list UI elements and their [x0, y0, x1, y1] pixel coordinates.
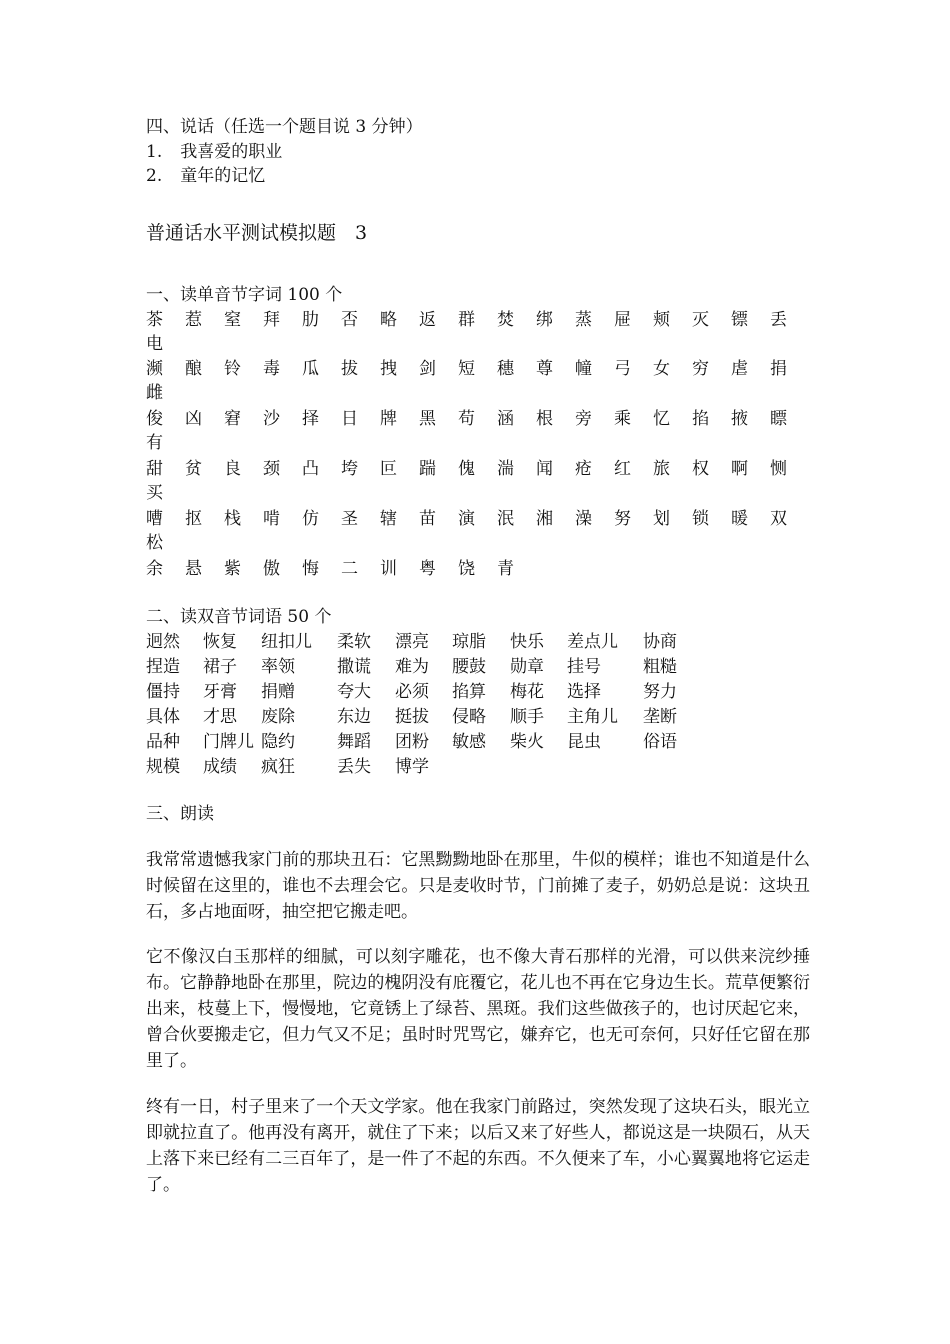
syllable-char: 丢	[770, 310, 787, 330]
disyllabic-word: 撒谎	[337, 657, 371, 677]
syllable-char: 锁	[692, 509, 709, 529]
topic-1	[146, 140, 282, 164]
disyllabic-word: 疯狂	[261, 757, 295, 777]
syllable-char: 蒸	[575, 310, 592, 330]
syllable-char: 二	[341, 559, 358, 579]
syllable-char: 紫	[224, 559, 241, 579]
syllable-char: 颊	[653, 310, 670, 330]
disyllabic-word: 裙子	[203, 657, 237, 677]
syllable-char: 泯	[497, 509, 514, 529]
syllable-char: 权	[692, 459, 709, 479]
topic-2	[146, 164, 265, 188]
syllable-char: 掐	[692, 409, 709, 429]
syllable-char: 拔	[341, 359, 358, 379]
disyllabic-word: 垄断	[643, 707, 677, 727]
char-row	[146, 308, 806, 332]
syllable-char: 群	[458, 310, 475, 330]
syllable-char: 辖	[380, 509, 397, 529]
topic-text: 我喜爱的职业	[180, 142, 283, 162]
syllable-char: 窘	[224, 409, 241, 429]
syllable-char: 饶	[458, 559, 475, 579]
disyllabic-word: 门牌儿	[203, 732, 254, 752]
disyllabic-word: 选择	[567, 682, 601, 702]
disyllabic-word: 琼脂	[452, 632, 486, 652]
char-row	[146, 357, 806, 381]
disyllabic-word: 品种	[146, 732, 180, 752]
syllable-char: 肋	[302, 310, 319, 330]
syllable-char: 湘	[536, 509, 553, 529]
syllable-char: 屉	[614, 310, 631, 330]
disyllabic-word: 团粉	[395, 732, 429, 752]
syllable-char: 凸	[302, 459, 319, 479]
part3-heading: 三、朗读	[146, 804, 214, 824]
disyllabic-word: 勋章	[510, 657, 544, 677]
disyllabic-word: 柔软	[337, 632, 371, 652]
disyllabic-word: 梅花	[510, 682, 544, 702]
topic-text: 童年的记忆	[180, 166, 266, 186]
disyllabic-word: 必须	[395, 682, 429, 702]
disyllabic-word: 恢复	[203, 632, 237, 652]
syllable-char: 嘈	[146, 509, 163, 529]
syllable-char: 甜	[146, 459, 163, 479]
reading-paragraph: 它不像汉白玉那样的细腻，可以刻字雕花，也不像大青石那样的光滑，可以供来浣纱捶布。它静静地卧在那里，院边的槐阴没有庇覆它，花儿也不再在它身边生长。荒草便繁衍出来，枝蔓上下，慢慢地，它竟锈上了绿苔、黑斑。我们这些做孩子的，也讨厌起它来，曾合伙要搬走它，但力气又不足；虽时时咒骂它，嫌弃它，也无可奈何，只好任它留在那里了。	[146, 947, 810, 1071]
disyllabic-word: 迥然	[146, 632, 180, 652]
wrapped-char: 买	[146, 483, 163, 503]
syllable-char: 粤	[419, 559, 436, 579]
syllable-char: 苟	[458, 409, 475, 429]
syllable-char: 湍	[497, 459, 514, 479]
syllable-char: 踹	[419, 459, 436, 479]
disyllabic-word: 挂号	[567, 657, 601, 677]
syllable-char: 垮	[341, 459, 358, 479]
syllable-char: 茶	[146, 310, 163, 330]
disyllabic-word: 东边	[337, 707, 371, 727]
disyllabic-word: 协商	[643, 632, 677, 652]
disyllabic-word: 顺手	[510, 707, 544, 727]
disyllabic-word: 废除	[261, 707, 295, 727]
syllable-char: 颈	[263, 459, 280, 479]
disyllabic-word: 昆虫	[567, 732, 601, 752]
syllable-char: 铃	[224, 359, 241, 379]
syllable-char: 绑	[536, 310, 553, 330]
syllable-char: 瞟	[770, 409, 787, 429]
syllable-char: 否	[341, 310, 358, 330]
syllable-char: 良	[224, 459, 241, 479]
syllable-char: 瓜	[302, 359, 319, 379]
disyllabic-word: 主角儿	[567, 707, 618, 727]
syllable-char: 掖	[731, 409, 748, 429]
disyllabic-word: 具体	[146, 707, 180, 727]
syllable-char: 闻	[536, 459, 553, 479]
syllable-char: 惹	[185, 310, 202, 330]
syllable-char: 穗	[497, 359, 514, 379]
part1-heading: 一、读单音节字词 100 个	[146, 285, 343, 305]
syllable-char: 红	[614, 459, 631, 479]
syllable-char: 傲	[263, 559, 280, 579]
syllable-char: 旁	[575, 409, 592, 429]
syllable-char: 悔	[302, 559, 319, 579]
topic-number: 1.	[146, 142, 163, 162]
syllable-char: 涵	[497, 409, 514, 429]
syllable-char: 恻	[770, 459, 787, 479]
syllable-char: 根	[536, 409, 553, 429]
disyllabic-word: 掐算	[452, 682, 486, 702]
topic-number: 2.	[146, 166, 163, 186]
disyllabic-word: 丢失	[337, 757, 371, 777]
disyllabic-word: 漂亮	[395, 632, 429, 652]
disyllabic-word: 努力	[643, 682, 677, 702]
syllable-char: 弓	[614, 359, 631, 379]
syllable-char: 暖	[731, 509, 748, 529]
syllable-char: 酿	[185, 359, 202, 379]
disyllabic-word: 捏造	[146, 657, 180, 677]
disyllabic-word: 柴火	[510, 732, 544, 752]
syllable-char: 余	[146, 559, 163, 579]
disyllabic-word: 隐约	[261, 732, 295, 752]
disyllabic-word: 博学	[395, 757, 429, 777]
disyllabic-word: 俗语	[643, 732, 677, 752]
syllable-char: 返	[419, 310, 436, 330]
syllable-char: 幢	[575, 359, 592, 379]
syllable-char: 旅	[653, 459, 670, 479]
wrapped-char: 雌	[146, 383, 163, 403]
syllable-char: 焚	[497, 310, 514, 330]
syllable-char: 拜	[263, 310, 280, 330]
syllable-char: 啃	[263, 509, 280, 529]
syllable-char: 澡	[575, 509, 592, 529]
char-row	[146, 407, 806, 431]
syllable-char: 窒	[224, 310, 241, 330]
syllable-char: 短	[458, 359, 475, 379]
wrapped-char: 有	[146, 433, 163, 453]
syllable-char: 青	[497, 559, 514, 579]
syllable-char: 忆	[653, 409, 670, 429]
reading-paragraph: 终有一日，村子里来了一个天文学家。他在我家门前路过，突然发现了这块石头，眼光立即就拉直了。他再没有离开，就住了下来；以后又来了好些人，都说这是一块陨石，从天上落下来已经有二三百年了，是一件了不起的东西。不久便来了车，小心翼翼地将它运走了。	[146, 1097, 810, 1195]
disyllabic-word: 成绩	[203, 757, 237, 777]
disyllabic-word: 挺拔	[395, 707, 429, 727]
syllable-char: 努	[614, 509, 631, 529]
wrapped-char: 松	[146, 533, 163, 553]
syllable-char: 穷	[692, 359, 709, 379]
disyllabic-word: 粗糙	[643, 657, 677, 677]
syllable-char: 择	[302, 409, 319, 429]
syllable-char: 捐	[770, 359, 787, 379]
reading-paragraph: 我常常遗憾我家门前的那块丑石：它黑黝黝地卧在那里，牛似的模样；谁也不知道是什么时候留在这里的，谁也不去理会它。只是麦收时节，门前摊了麦子，奶奶总是说：这块丑石，多占地面呀，抽空把它搬走吧。	[146, 850, 810, 922]
disyllabic-word: 快乐	[510, 632, 544, 652]
syllable-char: 拽	[380, 359, 397, 379]
part2-heading: 二、读双音节词语 50 个	[146, 607, 332, 627]
disyllabic-word: 腰鼓	[452, 657, 486, 677]
syllable-char: 剑	[419, 359, 436, 379]
syllable-char: 濒	[146, 359, 163, 379]
wrapped-char: 电	[146, 334, 163, 354]
syllable-char: 乘	[614, 409, 631, 429]
disyllabic-word: 差点儿	[567, 632, 618, 652]
syllable-char: 悬	[185, 559, 202, 579]
syllable-char: 训	[380, 559, 397, 579]
disyllabic-word: 纽扣儿	[261, 632, 312, 652]
syllable-char: 啊	[731, 459, 748, 479]
disyllabic-word: 牙膏	[203, 682, 237, 702]
syllable-char: 女	[653, 359, 670, 379]
syllable-char: 圣	[341, 509, 358, 529]
syllable-char: 黑	[419, 409, 436, 429]
syllable-char: 牌	[380, 409, 397, 429]
char-row	[146, 457, 806, 481]
disyllabic-word: 捐赠	[261, 682, 295, 702]
syllable-char: 栈	[224, 509, 241, 529]
disyllabic-word: 夸大	[337, 682, 371, 702]
syllable-char: 划	[653, 509, 670, 529]
disyllabic-word: 侵略	[452, 707, 486, 727]
syllable-char: 日	[341, 409, 358, 429]
syllable-char: 俊	[146, 409, 163, 429]
syllable-char: 沙	[263, 409, 280, 429]
syllable-char: 贫	[185, 459, 202, 479]
disyllabic-word: 难为	[395, 657, 429, 677]
syllable-char: 演	[458, 509, 475, 529]
disyllabic-word: 僵持	[146, 682, 180, 702]
section4-heading: 四、说话（任选一个题目说 3 分钟）	[146, 117, 423, 137]
syllable-char: 虐	[731, 359, 748, 379]
syllable-char: 尊	[536, 359, 553, 379]
disyllabic-word: 才思	[203, 707, 237, 727]
syllable-char: 抠	[185, 509, 202, 529]
syllable-char: 苗	[419, 509, 436, 529]
char-row	[146, 557, 806, 581]
syllable-char: 凶	[185, 409, 202, 429]
syllable-char: 仿	[302, 509, 319, 529]
char-row	[146, 507, 806, 531]
disyllabic-word: 敏感	[452, 732, 486, 752]
syllable-char: 叵	[380, 459, 397, 479]
syllable-char: 傀	[458, 459, 475, 479]
disyllabic-word: 率领	[261, 657, 295, 677]
exam-title: 普通话水平测试模拟题 3	[146, 222, 368, 244]
syllable-char: 略	[380, 310, 397, 330]
syllable-char: 镖	[731, 310, 748, 330]
syllable-char: 疮	[575, 459, 592, 479]
disyllabic-word: 舞蹈	[337, 732, 371, 752]
syllable-char: 双	[770, 509, 787, 529]
syllable-char: 灭	[692, 310, 709, 330]
disyllabic-word: 规模	[146, 757, 180, 777]
syllable-char: 毒	[263, 359, 280, 379]
